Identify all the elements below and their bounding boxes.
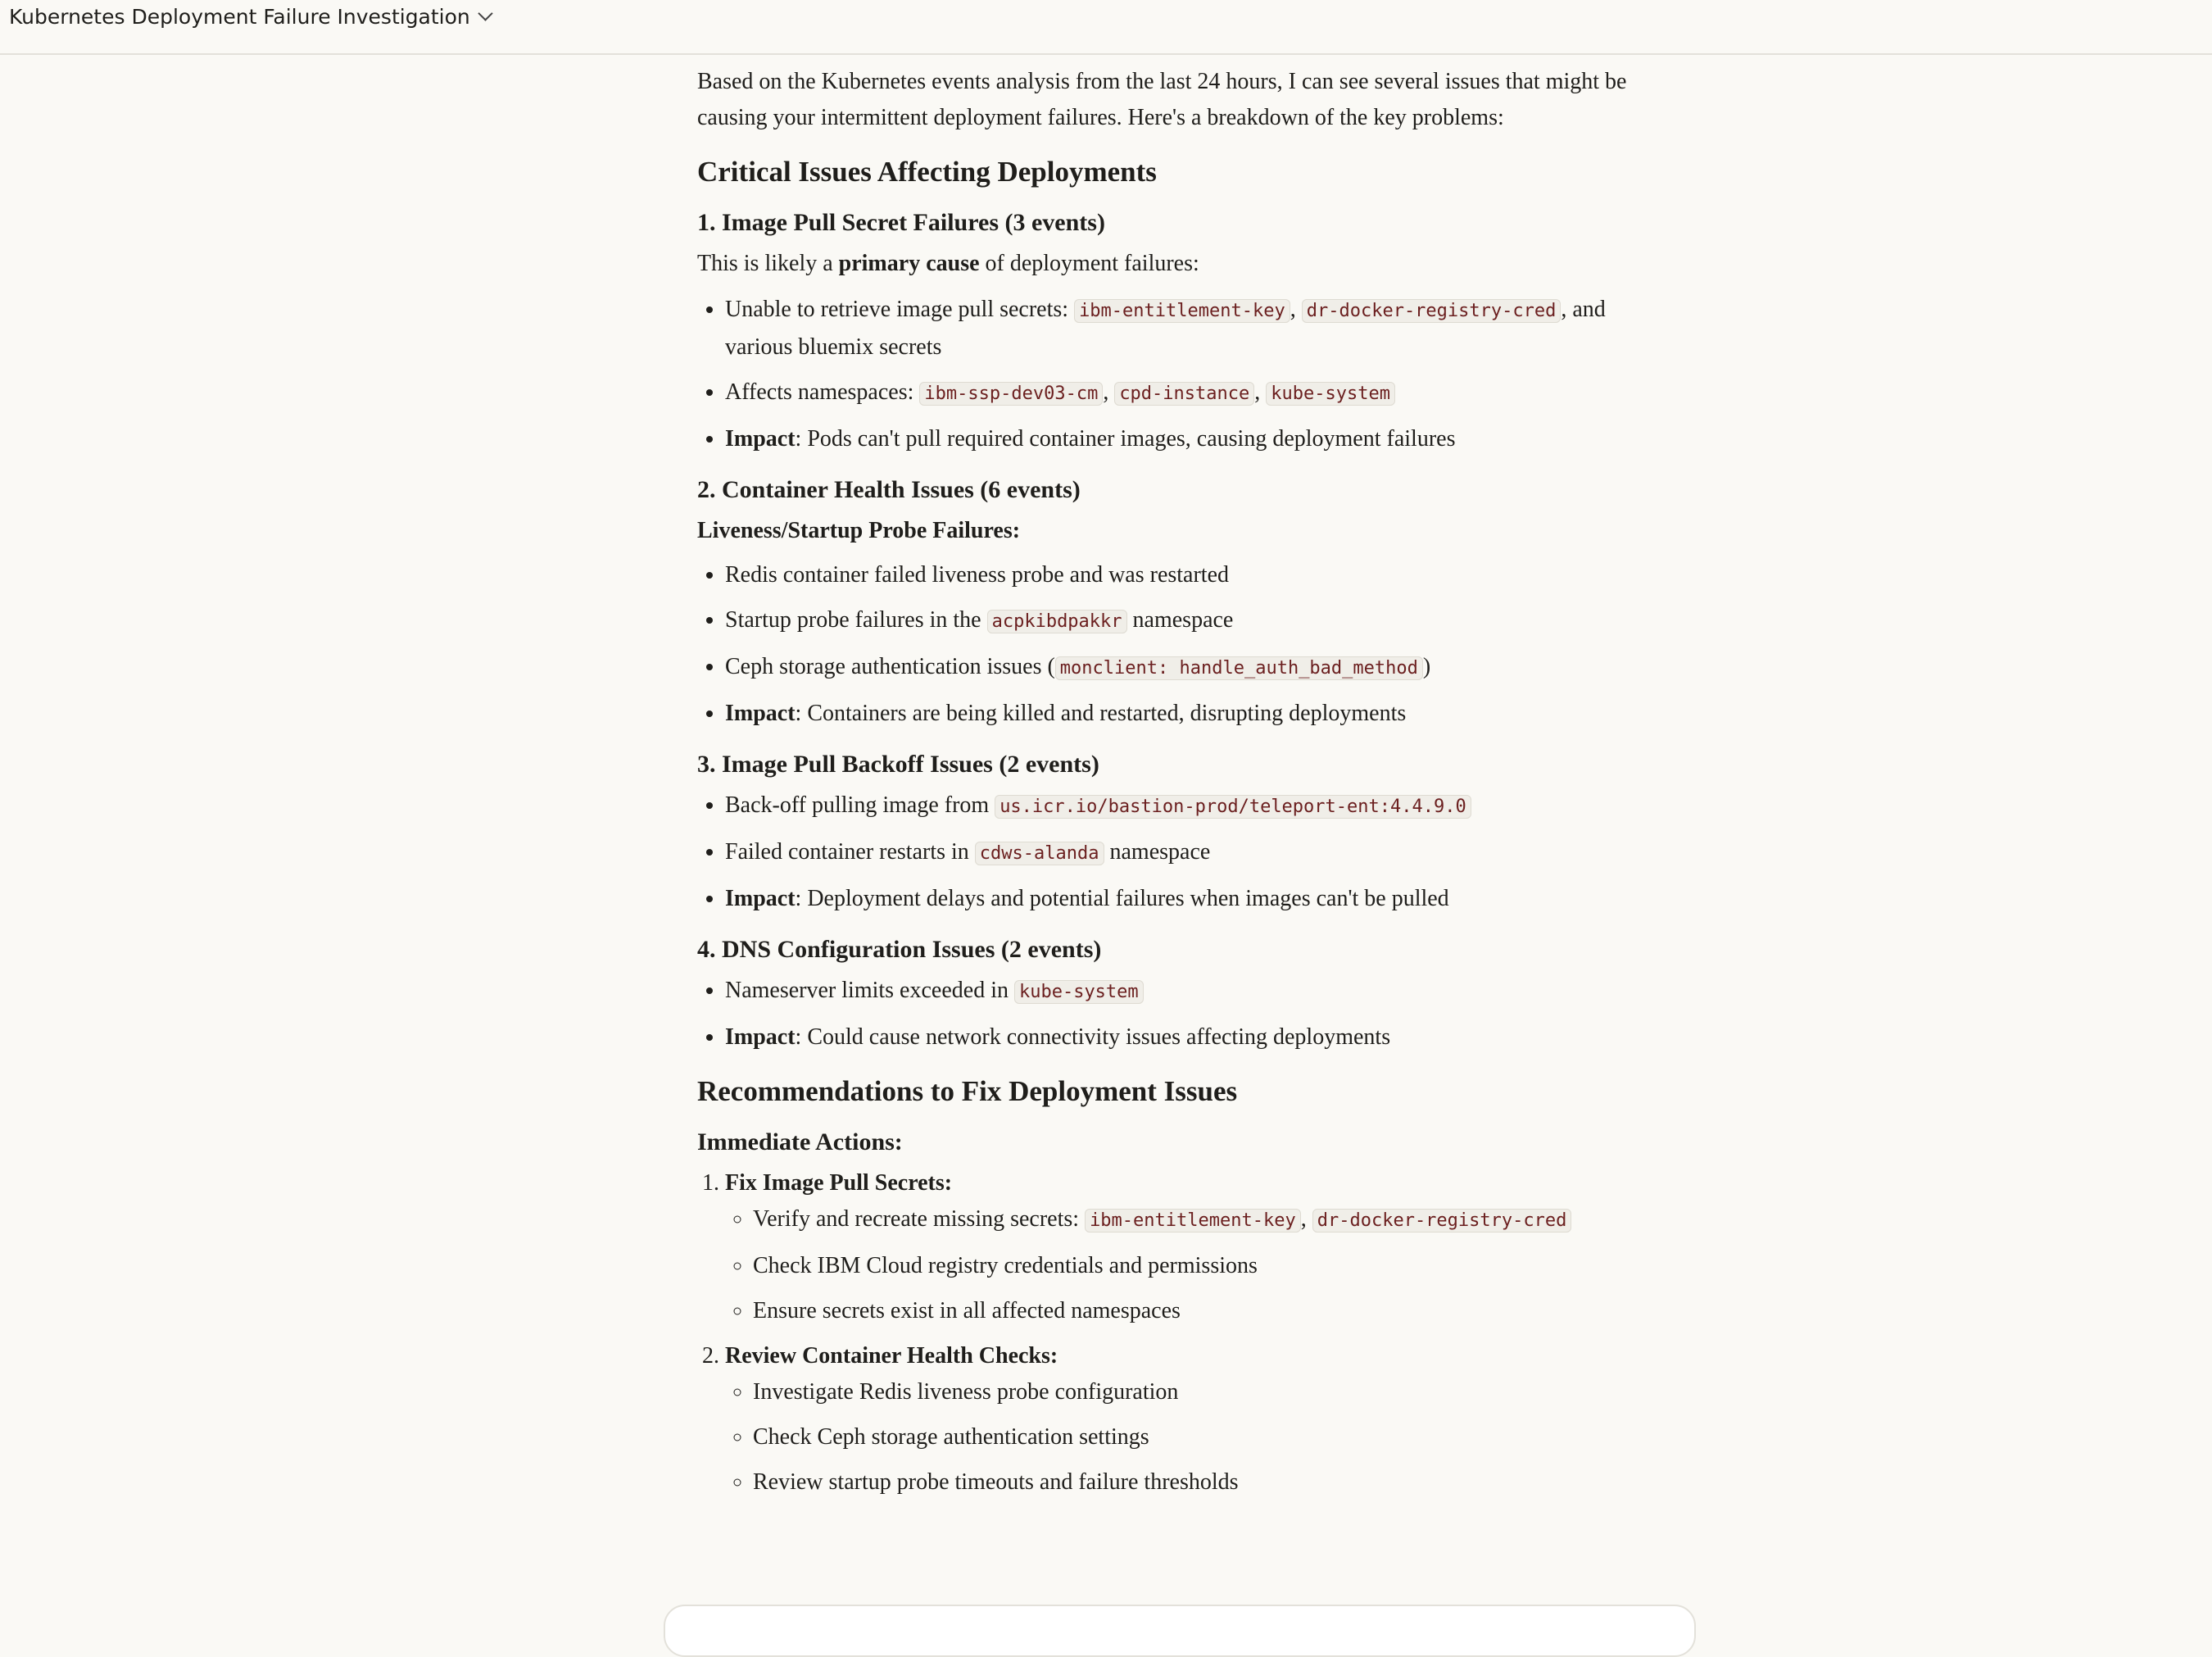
section-1-list — [697, 292, 1631, 457]
action-item — [725, 1338, 1631, 1500]
subheading-probe-failures: Liveness/Startup Probe Failures: — [697, 518, 1021, 543]
list-item: • Affects namespaces: ibm-ssp-dev03-cm , cpd-instance , kube-system — [725, 375, 1631, 412]
list-item — [725, 649, 1631, 687]
list-item: ◦ Review startup probe timeouts and failure thresholds — [753, 1464, 1631, 1500]
bold-text: Impact — [725, 701, 796, 726]
text: Unable to retrieve image pull secrets: — [725, 297, 1075, 322]
list-item: ◦ Check IBM Cloud registry credentials and permissions — [753, 1248, 1631, 1284]
text: namespace — [1104, 839, 1211, 865]
inline-code: ibm-entitlement-key — [1074, 299, 1290, 323]
section-4-list — [697, 973, 1631, 1055]
heading-section-2: 2. Container Health Issues (6 events) — [697, 476, 1081, 503]
inline-code: cpd-instance — [1114, 382, 1254, 406]
text: : Deployment delays and potential failures when images can't be pulled — [795, 886, 1449, 911]
bold-text: Impact — [725, 886, 796, 911]
inline-code: us.icr.io/bastion-prod/teleport-ent:4.4.9.0 — [995, 795, 1471, 819]
bold-text: Fix Image Pull Secrets: — [725, 1170, 953, 1196]
heading-immediate-actions: Immediate Actions: — [697, 1128, 903, 1155]
inline-code: acpkibdpakkr — [987, 610, 1127, 633]
inline-code: kube-system — [1014, 980, 1144, 1004]
list-item — [725, 834, 1631, 872]
list-item: • Unable to retrieve image pull secrets: ibm-entitlement-key , dr-docker-registry-cred , and various bluemix secrets — [725, 292, 1631, 365]
action-sublist — [725, 1201, 1631, 1329]
list-item: ◦ Check Ceph storage authentication settings — [753, 1419, 1631, 1455]
chevron-down-icon — [478, 6, 492, 20]
heading-critical-issues: Critical Issues Affecting Deployments — [697, 156, 1157, 188]
message-input-box[interactable] — [664, 1605, 1696, 1657]
text: Ceph storage authentication issues ( — [725, 654, 1055, 679]
conversation-title-dropdown[interactable] — [9, 5, 491, 29]
heading-section-3: 3. Image Pull Backoff Issues (2 events) — [697, 751, 1099, 778]
list-item — [725, 602, 1631, 640]
text: Verify and recreate missing secrets: — [753, 1206, 1086, 1232]
assistant-message — [697, 64, 1631, 1509]
inline-code: dr-docker-registry-cred — [1302, 299, 1562, 323]
inline-code: dr-docker-registry-cred — [1312, 1209, 1572, 1233]
section-3-list — [697, 788, 1631, 917]
text: : Could cause network connectivity issues affecting deployments — [795, 1024, 1391, 1050]
text: Nameserver limits exceeded in — [725, 978, 1014, 1003]
text: , and various bluemix secrets — [725, 297, 1606, 360]
inline-code: monclient: handle_auth_bad_method — [1055, 656, 1423, 680]
text: This is likely a — [697, 251, 839, 276]
bold-text: primary cause — [838, 251, 980, 276]
heading-section-4: 4. DNS Configuration Issues (2 events) — [697, 936, 1102, 963]
text: Failed container restarts in — [725, 839, 975, 865]
list-item — [725, 881, 1631, 917]
text: of deployment failures: — [979, 251, 1199, 276]
text: ) — [1422, 654, 1431, 679]
list-item — [725, 788, 1631, 825]
list-item — [725, 1019, 1631, 1055]
inline-code: cdws-alanda — [975, 842, 1104, 865]
text: Back-off pulling image from — [725, 792, 995, 818]
list-item: ◦ Verify and recreate missing secrets: ibm-entitlement-key , dr-docker-registry-cred — [753, 1201, 1631, 1239]
action-item — [725, 1165, 1631, 1329]
inline-code: kube-system — [1266, 382, 1395, 406]
heading-section-1: 1. Image Pull Secret Failures (3 events) — [697, 209, 1105, 236]
list-item — [725, 421, 1631, 457]
list-item: ◦ Ensure secrets exist in all affected namespaces — [753, 1293, 1631, 1329]
header-bar — [0, 0, 2212, 55]
intro-paragraph: Based on the Kubernetes events analysis from the last 24 hours, I can see several issues that might be causing your intermittent deployment failures. Here's a breakdown of the key problems: — [697, 69, 1627, 130]
list-item: • Redis container failed liveness probe and was restarted — [725, 557, 1631, 593]
bold-text: Review Container Health Checks: — [725, 1343, 1058, 1369]
inline-code: ibm-entitlement-key — [1085, 1209, 1301, 1233]
list-item — [725, 973, 1631, 1010]
action-sublist — [725, 1374, 1631, 1500]
section-2-list — [697, 557, 1631, 732]
text: namespace — [1126, 607, 1234, 633]
bold-text: Impact — [725, 1024, 796, 1050]
list-item: ◦ Investigate Redis liveness probe configuration — [753, 1374, 1631, 1410]
inline-code: ibm-ssp-dev03-cm — [919, 382, 1103, 406]
conversation-title: Kubernetes Deployment Failure Investigation — [9, 5, 470, 29]
text: : Pods can't pull required container images, causing deployment failures — [795, 426, 1456, 452]
heading-recommendations: Recommendations to Fix Deployment Issues — [697, 1075, 1238, 1107]
bold-text: Impact — [725, 426, 796, 452]
list-item — [725, 696, 1631, 732]
section-1-lead — [697, 246, 1631, 282]
text: Startup probe failures in the — [725, 607, 987, 633]
actions-list — [697, 1165, 1631, 1500]
text: Affects namespaces: — [725, 379, 920, 405]
text: : Containers are being killed and restarted, disrupting deployments — [795, 701, 1407, 726]
